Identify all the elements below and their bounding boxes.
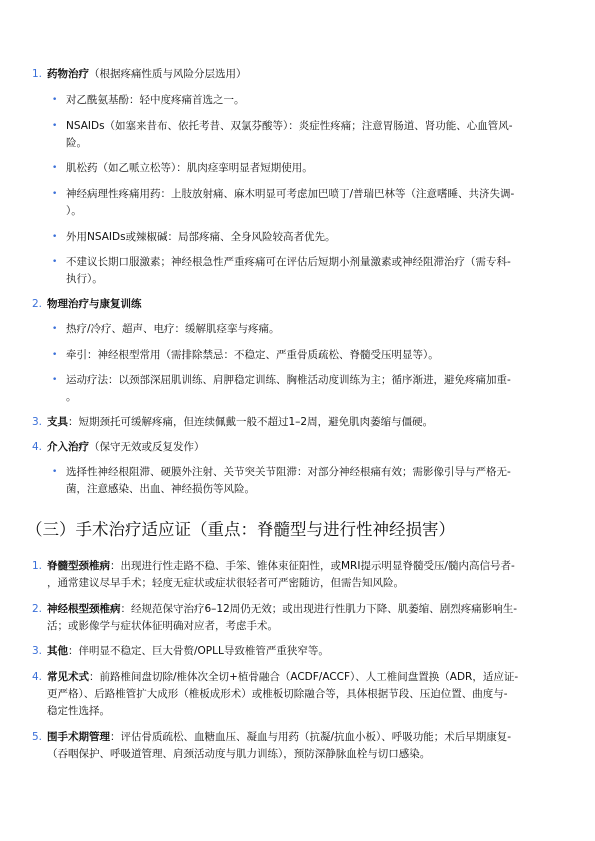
list-number: 3. bbox=[32, 416, 43, 428]
bullet-dot-icon: • bbox=[52, 121, 58, 131]
bullet-dot-icon: • bbox=[52, 257, 58, 267]
list-number: 1. bbox=[32, 68, 43, 80]
item-title: 药物治疗 bbox=[47, 68, 89, 80]
item-title: 围手术期管理 bbox=[47, 731, 110, 743]
item-title: 脊髓型颈椎病 bbox=[47, 560, 110, 572]
document-page: 1. 药物治疗（根据疼痛性质与风险分层选用） • 对乙酰氨基酚：轻中度疼痛首选之一。 • NSAIDs（如塞来昔布、依托考昔、双氯芬酸等）：炎症性疼痛；注意胃肠道、肾功能、心血管风- 险。 • 肌松药（如乙哌立松等）：肌肉痉挛明显者短期使用。 • 神经病理性疼痛用药：上肢放射痛、麻木明显可考虑加巴喷丁/普瑞巴林等（注意嗜睡、共济失调- ）。 • 外用NSAIDs或辣椒碱：局部疼痛、全身风险较高者优先。 • 不建议长期口服激素；神经根急性严重疼痛可在评估后短期小剂量激素或神经阻滞治疗（需专科- 执行）。 2. 物理治疗与康复训练 • 热疗/冷疗、超声、电疗：缓解肌痉挛与疼痛。 • 牵引：神经根型常用（需排除禁忌：不稳定、严重骨质疏松、脊髓受压明显等）。 • 运动疗法：以颈部深屈肌训练、肩胛稳定训练、胸椎活动度训练为主；循序渐进，避免疼痛加重- 。 3. 支具：短期颈托可缓解疼痛，但连续佩戴一般不超过1–2周，避免肌肉萎缩与僵硬。 4. 介入治疗（保守无效或反复发作） • 选择性神经根阻滞、硬膜外注射、关节突关节阻滞：对部分神经根痛有效；需影像引导与严格无- 菌，注意感染、出血、神经损伤等风险。 （三）手术治疗适应证（重点：脊髓型与进行性神经损害） 1. 脊髓型颈椎病：出现进行性走路不稳、手笨、锥体束征阳性，或MRI提示明显脊髓受压/髓内高信号者- ，通常建议尽早手术；轻度无症状或症状很轻者可严密随访，但需告知风险。 2. 神经根型颈椎病：经规范保守治疗6–12周仍无效；或出现进行性肌力下降、肌萎缩、剧烈疼痛影响生- 活；或影像学与症状体征明确对应者，考虑手术。 3. 其他：伴明显不稳定、巨大骨赘/OPLL导致椎管严重狭窄等。 4. 常见术式：前路椎间盘切除/椎体次全切+植骨融合（ACDF/ACCF）、人工椎间盘置换（ADR，适应证- 更严格）、后路椎管扩大成形（椎板成形术）或椎板切除融合等，具体根据节段、压迫位置、曲度与- 稳定性选择。 5. 围手术期管理：评估骨质疏松、血糖血压、凝血与用药（抗凝/抗血小板）、呼吸功能；术后早期康复- （吞咽保护、呼吸道管理、肩颈活动度与肌力训练），预防深静脉血栓与切口感染。 bbox=[26, 68, 519, 760]
item-desc: （保守无效或反复发作） bbox=[89, 441, 205, 453]
bullet-dot-icon: • bbox=[52, 95, 58, 105]
item-title: 其他 bbox=[47, 645, 68, 657]
item-desc: ：短期颈托可缓解疼痛，但连续佩戴一般不超过1–2周，避免肌肉萎缩与僵硬。 bbox=[68, 416, 434, 428]
item-title: 常见术式 bbox=[47, 671, 89, 683]
bullet-dot-icon: • bbox=[52, 189, 58, 199]
list-number: 4. bbox=[32, 441, 43, 453]
list-number: 5. bbox=[32, 731, 43, 743]
list-number: 2. bbox=[32, 603, 43, 615]
item-title: 支具 bbox=[47, 416, 68, 428]
item-desc: （根据疼痛性质与风险分层选用） bbox=[89, 68, 247, 80]
bullet-dot-icon: • bbox=[52, 375, 58, 385]
bullet-dot-icon: • bbox=[52, 232, 58, 242]
item-title: 神经根型颈椎病 bbox=[47, 603, 121, 615]
bullet-dot-icon: • bbox=[52, 324, 58, 334]
bullet-dot-icon: • bbox=[52, 350, 58, 360]
item-title: 物理治疗与康复训练 bbox=[47, 298, 142, 310]
section-heading: （三）手术治疗适应证（重点：脊髓型与进行性神经损害） bbox=[26, 520, 455, 539]
list-number: 1. bbox=[32, 560, 43, 572]
bullet-dot-icon: • bbox=[52, 467, 58, 477]
list-number: 2. bbox=[32, 298, 43, 310]
list-number: 3. bbox=[32, 645, 43, 657]
item-title: 介入治疗 bbox=[47, 441, 89, 453]
bullet-dot-icon: • bbox=[52, 163, 58, 173]
list-number: 4. bbox=[32, 671, 43, 683]
